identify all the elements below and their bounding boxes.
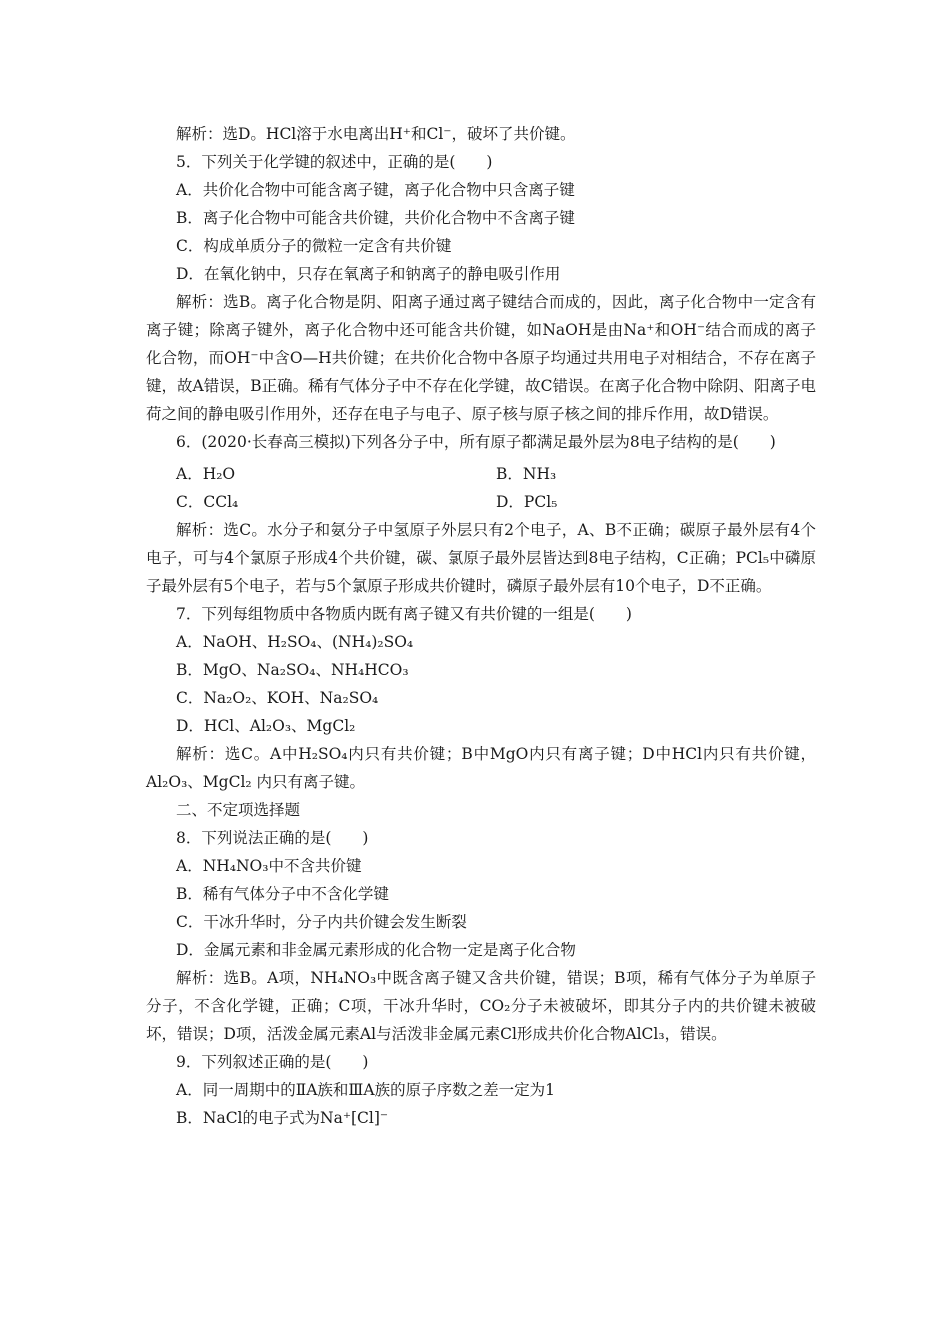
question-8-analysis: 解析：选B。A项，NH₄NO₃中既含离子键又含共价键，错误；B项，稀有气体分子为单原子分子，不含化学键，正确；C项，干冰升华时，CO₂分子未被破坏，即其分子内的共价键未被破坏，错误；D项，活泼金属元素Al与活泼非金属元素Cl形成共价化合物AlCl₃，错误。: [146, 969, 816, 1043]
question-6-analysis: 解析：选C。水分子和氨分子中氢原子外层只有2个电子，A、B不正确；碳原子最外层有4个电子，可与4个氯原子形成4个共价键，碳、氯原子最外层皆达到8电子结构，C正确；PCl₅中磷原子最外层有5个电子，若与5个氯原子形成共价键时，磷原子最外层有10个电子，D不正确。: [146, 521, 816, 595]
question-5-option-c: C．构成单质分子的微粒一定含有共价键: [176, 237, 452, 255]
question-5-option-d: D．在氧化钠中，只存在氧离子和钠离子的静电吸引作用: [176, 265, 561, 283]
question-6-option-b: B．NH₃: [496, 465, 557, 483]
q4-analysis: 解析：选D。HCl溶于水电离出H⁺和Cl⁻，破坏了共价键。: [176, 125, 576, 143]
question-9-option-b: B．NaCl的电子式为Na⁺[Cl]⁻: [176, 1109, 389, 1127]
question-8-option-d: D．金属元素和非金属元素形成的化合物一定是离子化合物: [176, 941, 576, 959]
question-8-option-a: A．NH₄NO₃中不含共价键: [176, 857, 362, 875]
question-7-option-a: A．NaOH、H₂SO₄、(NH₄)₂SO₄: [176, 633, 414, 651]
question-6-stem: 6．(2020·长春高三模拟)下列各分子中，所有原子都满足最外层为8电子结构的是( ): [176, 433, 776, 451]
question-5-option-b: B．离子化合物中可能含共价键，共价化合物中不含离子键: [176, 209, 575, 227]
question-8-option-c: C．干冰升华时，分子内共价键会发生断裂: [176, 913, 467, 931]
question-6-options-row-2: [146, 488, 816, 516]
document-body: [146, 120, 816, 1132]
question-7-option-c: C．Na₂O₂、KOH、Na₂SO₄: [176, 689, 379, 707]
question-8-stem: 8．下列说法正确的是( ): [176, 829, 369, 847]
question-7-option-b: B．MgO、Na₂SO₄、NH₄HCO₃: [176, 661, 409, 679]
section-heading: 二、不定项选择题: [176, 801, 301, 819]
question-8-option-b: B．稀有气体分子中不含化学键: [176, 885, 389, 903]
question-5-stem: 5．下列关于化学键的叙述中，正确的是( ): [176, 153, 493, 171]
question-6-option-a: A．H₂O: [176, 465, 236, 483]
question-5-option-a: A．共价化合物中可能含离子键，离子化合物中只含离子键: [176, 181, 575, 199]
question-9-stem: 9．下列叙述正确的是( ): [176, 1053, 369, 1071]
question-7-option-d: D．HCl、Al₂O₃、MgCl₂: [176, 717, 356, 735]
question-7-analysis: 解析：选C。A中H₂SO₄内只有共价键；B中MgO内只有离子键；D中HCl内只有共价键，Al₂O₃、MgCl₂ 内只有离子键。: [146, 745, 816, 791]
question-6-options-row-1: [146, 460, 816, 488]
question-9-option-a: A．同一周期中的ⅡA族和ⅢA族的原子序数之差一定为1: [176, 1081, 555, 1099]
question-6-option-d: D．PCl₅: [496, 493, 558, 511]
question-6-option-c: C．CCl₄: [176, 493, 239, 511]
question-5-analysis: 解析：选B。离子化合物是阴、阳离子通过离子键结合而成的，因此，离子化合物中一定含有离子键；除离子键外，离子化合物中还可能含共价键，如NaOH是由Na⁺和OH⁻结合而成的离子化合物，而OH⁻中含O—H共价键；在共价化合物中各原子均通过共用电子对相结合，不存在离子键，故A错误，B正确。稀有气体分子中不存在化学键，故C错误。在离子化合物中除阴、阳离子电荷之间的静电吸引作用外，还存在电子与电子、原子核与原子核之间的排斥作用，故D错误。: [146, 293, 816, 423]
question-7-stem: 7．下列每组物质中各物质内既有离子键又有共价键的一组是( ): [176, 605, 632, 623]
